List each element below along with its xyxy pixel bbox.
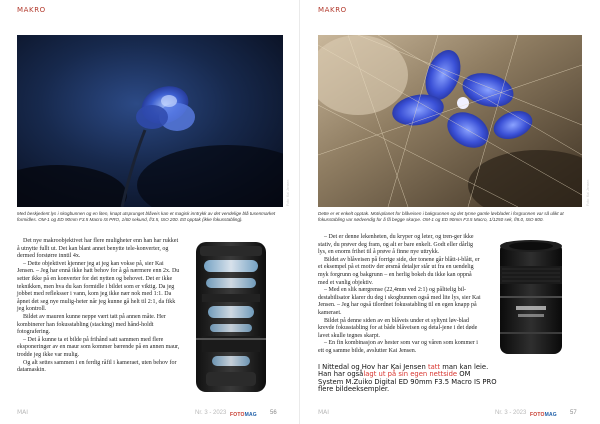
lens-cutaway-image <box>190 238 272 398</box>
paragraph: Og alt settes sammen i en ferdig råfil i kameraet, uten behov for datamaskin. <box>17 359 177 374</box>
paragraph: – Dette objektivet kjenner jeg at jeg kan vokse på, sier Kai Jensen. – Jeg har ennå ikke hatt behov for å gå nærmere enn 2x. Du setter ikke på en konverter for det nytten og behovet. Det er ikke teknikken, men hva du kan formidle i bildet som er viktig. Da jeg jobbet med refleksser i vann, kom jeg ikke nær nok med 1:1. Da åpnet det seg nye mulig-heter når jeg kunne gå helt til 2:1, da fikk jeg kontroll. <box>17 260 180 313</box>
paragraph: Bildet av blåveisen på forrige side, der tonene går blått-i-blått, er et eksempel på et motiv der ørsmå detaljer står ut fra en uendelig myk forgrunn og bakgrunn – en herlig bokeh du ikke kan oppnå med et vanlig objektiv. <box>318 256 480 286</box>
logo-part-a: FOTO <box>230 412 245 418</box>
footer-month: MAI <box>17 409 29 416</box>
overlay-highlight: lagt ut på sin egen nettside <box>363 370 458 379</box>
section-label: MAKRO <box>318 6 347 14</box>
paragraph: Det nye makroobjektivet har flere muligheter enn han har rukket å utnytte fullt ut. Det kan blant annet benytte tele-konverter, og dermed forstørre inntil 4x. <box>17 238 179 260</box>
article-text <box>318 234 482 356</box>
olympus-macro-lens-icon <box>492 236 570 360</box>
olympus-macro-lens-cutaway-icon <box>190 238 272 398</box>
logo-part-a: FOTO <box>530 412 545 418</box>
overlay-text: Han har også <box>318 370 364 379</box>
paragraph: – Det å kunne ta et bilde på frihånd satt sammen med flere eksponeringer av en maur som kommer bærende på en annen maur, trodde jeg ikke var mulig. <box>17 336 180 358</box>
logo-part-b: MAG <box>244 412 257 418</box>
overlay-line-3: System M.Zuiko Digital ED 90mm F3.5 Macro IS PRO <box>318 377 497 386</box>
paragraph: – En fin kombinasjon av hester som var og våren som kommer i ett og samme bilde, avslutter Kai Jensen. <box>318 340 478 354</box>
photo-credit: Foto: Kai Jensen <box>586 179 590 206</box>
paragraph: Bildet av mauren kunne neppe vært tatt på annen måte. Her kombinerer han fokusstabling (stacking) med hånd-holdt fotografering. <box>17 313 166 336</box>
paragraph: Bildet på denne siden av en blåveis under et syltynt løv-blad krevde fokusstabling for at både blåveisen og detal-jene i det døde lavet skulle tegnes skarpt. <box>318 317 478 339</box>
footer-issue: Nr. 3 - 2023 <box>195 410 227 416</box>
anemone-leaf-photo <box>318 35 582 207</box>
paragraph: – Det er denne lekenheten, du kryper og leter, og tren-ger ikke stativ, du prøver deg fram, og alt er bare enkelt. Godt eller dårlig lys, en enorm frihet til å prøve å finne nye uttrykk. <box>318 234 474 256</box>
overlay-line-4: flere bildeeksempler. <box>318 385 390 394</box>
lens-image <box>492 236 570 360</box>
magazine-logo <box>530 412 557 418</box>
overlay-text: OM <box>457 370 471 379</box>
overlay-text: man kan leie. <box>440 363 489 371</box>
overlay-note <box>318 364 588 394</box>
logo-part-b: MAG <box>544 412 557 418</box>
anemone-on-dry-leaf-photo-icon <box>318 35 582 207</box>
footer-month: MAI <box>318 409 330 416</box>
magazine-logo <box>230 412 257 418</box>
page-number: 56 <box>270 410 277 416</box>
section-label: MAKRO <box>17 6 46 14</box>
article-text <box>17 238 182 375</box>
photo-credit: Foto: Kai Jensen <box>286 179 290 206</box>
right-page <box>300 0 600 424</box>
overlay-text: I Nittedal og Hov har Kai Jensen <box>318 363 428 371</box>
blue-anemone-flower-photo-icon <box>17 35 283 207</box>
paragraph: – Med en slik nærgrense (22,4mm ved 2:1) og pålitelig bil-destabilisator klarer du deg i skogbunnen også med lite lys, sier Kai Jensen. – Jeg har også tilordnet fokusstabling til en egen knapp på kameraet. <box>318 287 481 316</box>
overlay-highlight: tatt <box>427 363 441 371</box>
footer-issue: Nr. 3 - 2023 <box>495 410 527 416</box>
page-number: 57 <box>570 410 577 416</box>
photo-caption: Med beskjedent lys i skogbunnen og en liten, knapt utsprunget blåveis kan et magisk inntrykk av det vendelige blå tusenmarket formidles. OM-1 og ED 90mm F3.5 Macro IS PRO, 1/60 sekund, f/3.5, ISO 200. Ett opptak (ikke fokusstabling). <box>17 211 276 222</box>
blue-anemone-photo <box>17 35 283 207</box>
photo-caption: Dette er et enkelt opptak. Motivplanet for blåveisen i bakgrunnen og det tynne gamle løvbladet i forgrunnen var så ulikt at fokusstabling var nødvendig for å få begge skarpe. OM-1 og ED 90mm F3.5 Macro, 1/1250 sek, f/8.0, ISO 800. <box>318 211 564 222</box>
